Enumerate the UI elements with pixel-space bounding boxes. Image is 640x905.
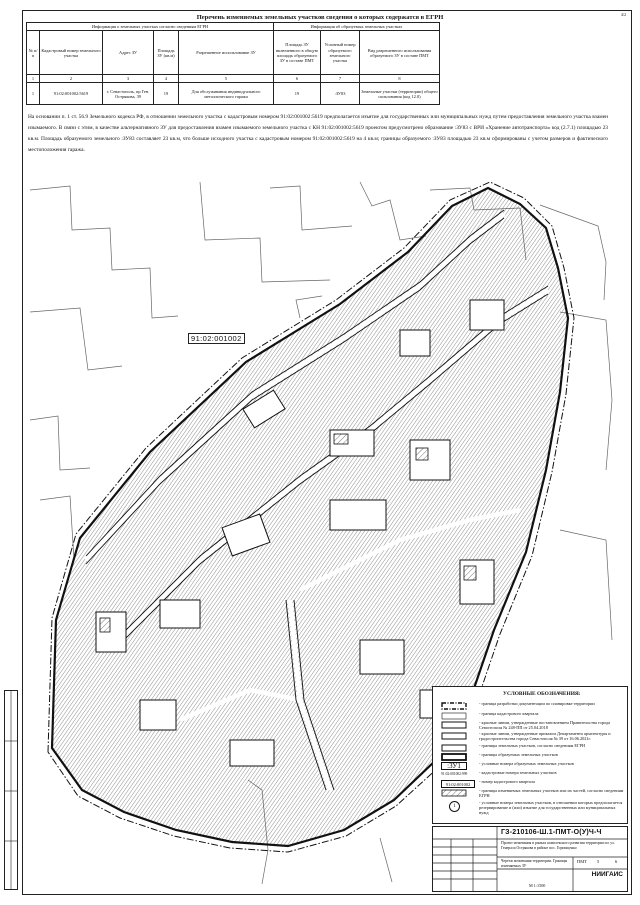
legend-item: - границы изменяемых земельных участков или их частей, согласно сведениям ЕГРН [441,788,625,800]
document-code: ГЗ-210106-Ш.1-ПМТ-О(У)Ч-Ч [501,829,602,836]
legend-item: - красные линии, утвержденные постановлением Правительства города Севастополя № 248-ПП от 25.04.2018 [441,720,625,732]
quarter-number-symbol: 91:02:001002 [441,780,475,788]
table-column-header: Площадь ЗУ (кв.м) [154,31,179,75]
table-cell: Для обслуживания индивидуального металлического гаража [179,83,274,105]
legend-item: - границы земельных участков, согласно сведениям ЕГРН [441,743,625,755]
column-number: 3 [103,75,154,83]
column-number: 5 [179,75,274,83]
legend-item: 1 - условные номера земельных участков, в отношении которых предполагается резервирование и (или) изъятие для государственных или муниципальных нужд [441,800,625,822]
table-group-header: Информация об образуемых земельных участках [274,23,440,31]
table-column-header: Условный номер образуемого земельного участка [321,31,360,75]
parcel-number-symbol: :ЗУ1 [441,762,467,770]
table-column-header: Адрес ЗУ [103,31,154,75]
legend-item: :ЗУ1 - условные номера образуемых земельных участков [441,761,625,773]
column-number: 7 [321,75,360,83]
note-paragraph: На основании п. 1 ст. 56.9 Земельного кодекса РФ, в отношении земельного участка с кадастровым номером 91:02:001002:5619 предполагается изъятие для государственных или муниципальных нужд путем предоставления земельного участка взамен изымаемого. В связи с этим, в качестве альтернативного ЗУ для предоставления взамен изымаемого земельного участка с КН 91:02:001002:5619 проектом предусмотрено образование :ЗУ83 с ВРИ «Хранение автотранспорта» код (2.7.1) площадью 23 кв.м. Площадь образуемого земельного :ЗУ83 составляет 23 кв.м, что больше исходного участка с кадастровым номером 91:02:001002:5619 на 4 кв.м; границы образуемого :ЗУ83 площадью 23 кв.м сформированы с учетом размеров и фактического местоположения гаража. [28,114,608,153]
legend-item: 91:02:001002:999 - кадастровые номера земельных участков [441,770,625,782]
dash-dot-border-icon [441,702,467,710]
table-group-header: Информация о земельных участках согласно сведениям ЕГРН [27,23,274,31]
quarter-number-label: 91:02:001002 [188,333,245,344]
approval-strip-grid [5,691,17,889]
column-number: 8 [360,75,440,83]
table-cell: 19 [274,83,321,105]
stage: ПМТ [577,859,587,864]
table-column-header: Кадастровый номер земельного участка [40,31,103,75]
column-number: 1 [27,75,40,83]
legend-item: 91:02:001002 - номер кадастрового квартала [441,779,625,791]
table-column-header: Вид разрешенного использования образуемого ЗУ в составе ПМТ [360,31,440,75]
title-block [432,826,628,892]
table-cell: Земельные участки (территории) общего пользования (код 12.0) [360,83,440,105]
parcel-border-icon [441,744,467,752]
table-column-header: № п/п [27,31,40,75]
table-column-header: Площадь ЗУ включенного в общую площадь образуемого ЗУ в составе ПМТ [274,31,321,75]
page-number: 4/2 [621,12,627,17]
sheet-count: 6 [615,859,618,864]
table-cell: :ЗУ83 [321,83,360,105]
red-line-icon [441,732,467,740]
column-number: 6 [274,75,321,83]
table-cell: 19 [154,83,179,105]
scale: М 1:1500 [529,883,546,888]
table-cell: 91:02:001002:5619 [40,83,103,105]
sheet-number: 5 [597,859,600,864]
page-title: Перечень изменяемых земельных участков сведения о которых содержатся в ЕГРН [196,14,444,21]
hatch-icon [441,789,467,797]
new-parcel-border-icon [441,753,467,761]
legend-item: - границы образуемых земельных участков [441,752,625,764]
legend-title: УСЛОВНЫЕ ОБОЗНАЧЕНИЯ: [503,691,581,697]
table-cell: г. Севастополь, пр Ген. Острякова, 39 [103,83,154,105]
legend-item: - граница разработки документации по планировке территории [441,701,625,713]
organization-name: НИИГАИС [591,871,623,878]
reservation-number-symbol: 1 [449,801,460,812]
red-line-icon [441,721,467,729]
column-number: 4 [154,75,179,83]
column-number: 2 [40,75,103,83]
thin-box-icon [441,712,467,720]
table-cell: 1 [27,83,40,105]
project-name: Проект межевания в рамках комплексного развития территории по ул. Генерала Острякова в районе пос. Горпищенко [501,841,615,850]
table-column-header: Разрешенное использование ЗУ [179,31,274,75]
approval-strip [4,690,18,890]
legend-item: - граница кадастрового квартала [441,711,625,723]
legend-item: - красные линии, утвержденные приказом Департамента архитектуры и градостроительства города Севастополя № 39 от 16.06.2021г. [441,731,625,743]
legend [432,686,628,824]
sheet-title: Чертеж межевания территории. Границы изменяемых ЗУ [501,859,568,868]
cadastral-number-symbol: 91:02:001002:999 [441,772,468,776]
